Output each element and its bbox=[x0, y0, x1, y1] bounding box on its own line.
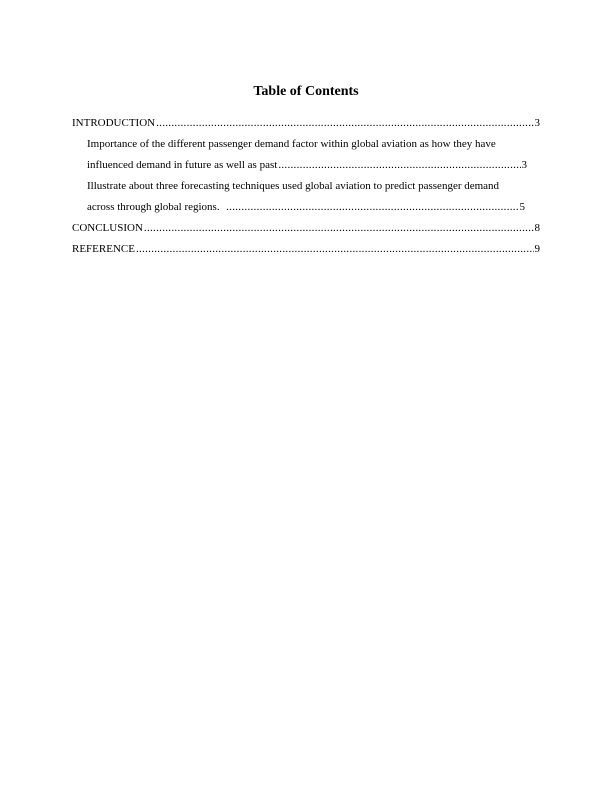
table-of-contents bbox=[72, 113, 540, 260]
toc-entry-passenger-demand-factor[interactable] bbox=[87, 134, 540, 176]
toc-entry-label: REFERENCE bbox=[72, 243, 135, 255]
toc-entry-label: INTRODUCTION bbox=[72, 117, 156, 129]
toc-page-number: 8 bbox=[534, 222, 540, 234]
toc-entry-label-line1: Importance of the different passenger demand factor within global aviation as how they have bbox=[87, 138, 496, 150]
toc-entry-label-line2: influenced demand in future as well as past bbox=[87, 159, 278, 171]
toc-page-number: 3 bbox=[521, 159, 527, 171]
dot-leader bbox=[156, 113, 533, 134]
toc-entry-introduction[interactable] bbox=[72, 113, 540, 134]
dot-leader bbox=[136, 239, 534, 260]
toc-entry-label: CONCLUSION bbox=[72, 222, 143, 234]
toc-page-number: 5 bbox=[519, 201, 525, 213]
toc-entry-reference[interactable] bbox=[72, 239, 540, 260]
dot-leader bbox=[226, 197, 518, 218]
toc-entry-label-line1: Illustrate about three forecasting techniques used global aviation to predict passenger demand bbox=[87, 180, 500, 192]
toc-title: Table of Contents bbox=[253, 84, 359, 99]
toc-page-number: 9 bbox=[534, 243, 540, 255]
dot-leader bbox=[278, 155, 520, 176]
toc-entry-forecasting-techniques[interactable] bbox=[87, 176, 540, 218]
toc-page-number: 3 bbox=[534, 117, 540, 129]
toc-entry-label-line2: across through global regions. bbox=[87, 201, 226, 213]
toc-entry-conclusion[interactable] bbox=[72, 218, 540, 239]
dot-leader bbox=[144, 218, 534, 239]
